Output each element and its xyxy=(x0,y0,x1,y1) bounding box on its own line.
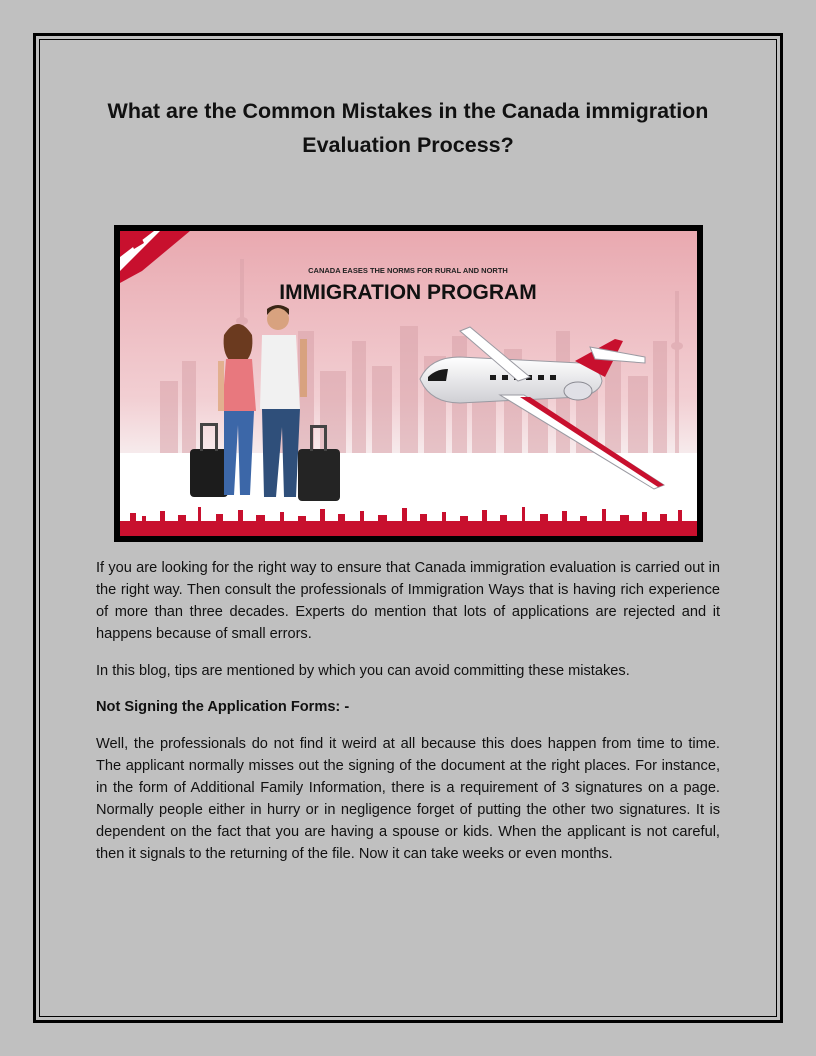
hero-image xyxy=(114,225,703,542)
section-heading: Not Signing the Application Forms: - xyxy=(96,699,350,715)
intro-paragraph: If you are looking for the right way to ensure that Canada immigration evaluation is carried out in the right way. Then consult the professionals of Immigration Ways that is having rich experience of more than three decades. Experts do mention that lots of applications are rejected and it happens because of small errors. xyxy=(96,560,720,642)
tips-paragraph: In this blog, tips are mentioned by which you can avoid committing these mistakes. xyxy=(96,663,630,679)
document-title: What are the Common Mistakes in the Canada immigration Evaluation Process? xyxy=(107,99,709,157)
banner-kicker: CANADA EASES THE NORMS FOR RURAL AND NORTH xyxy=(308,266,508,275)
banner-headline: IMMIGRATION PROGRAM xyxy=(279,281,537,304)
signing-paragraph: Well, the professionals do not find it weird at all because this does happen from time to time. The applicant normally misses out the signing of the document at the right places. For instance, in the form of Additional Family Information, there is a requirement of 3 signatures on a page. Normally people either in hurry or in negligence forget of putting the other two signatures. It is dependent on the fact that you are having a spouse or kids. When the applicant is not careful, then it signals to the returning of the file. Now it can take weeks or even months. xyxy=(96,736,720,862)
immigration-banner xyxy=(120,231,697,536)
